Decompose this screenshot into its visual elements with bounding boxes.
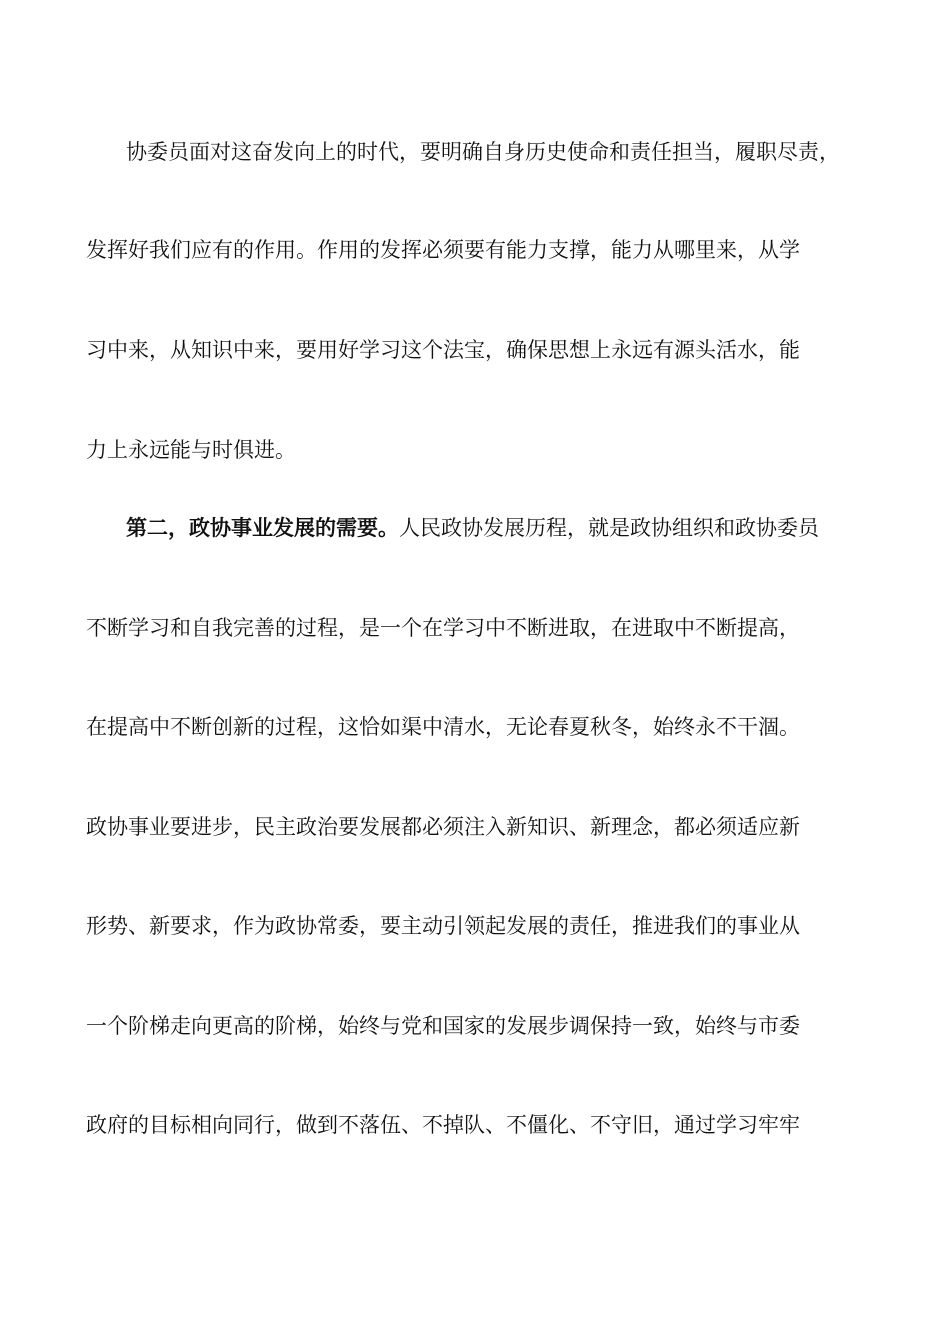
section-heading: 第二，政协事业发展的需要。 (126, 516, 399, 540)
paragraph-2-first-line-text: 人民政协发展历程，就是政协组织和政协委员 (399, 516, 819, 540)
paragraph-1-line-4: 力上永远能与时俱进。 (86, 438, 296, 462)
paragraph-1-line-2: 发挥好我们应有的作用。作用的发挥必须要有能力支撑，能力从哪里来，从学 (86, 238, 800, 262)
paragraph-2-line-2: 不断学习和自我完善的过程，是一个在学习中不断进取，在进取中不断提高， (86, 616, 800, 640)
paragraph-1-line-1: 协委员面对这奋发向上的时代，要明确自身历史使命和责任担当，履职尽责， (126, 140, 840, 164)
paragraph-2-line-7: 政府的目标相向同行，做到不落伍、不掉队、不僵化、不守旧，通过学习牢牢 (86, 1113, 800, 1137)
paragraph-2-line-5: 形势、新要求，作为政协常委，要主动引领起发展的责任，推进我们的事业从 (86, 914, 800, 938)
paragraph-2-line-4: 政协事业要进步，民主政治要发展都必须注入新知识、新理念，都必须适应新 (86, 815, 800, 839)
paragraph-1-line-3: 习中来，从知识中来，要用好学习这个法宝，确保思想上永远有源头活水，能 (86, 338, 800, 362)
paragraph-2-line-6: 一个阶梯走向更高的阶梯，始终与党和国家的发展步调保持一致，始终与市委 (86, 1014, 800, 1038)
paragraph-2-line-3: 在提高中不断创新的过程，这恰如渠中清水，无论春夏秋冬，始终永不干涸。 (86, 715, 800, 739)
paragraph-2-line-1 (126, 513, 926, 543)
